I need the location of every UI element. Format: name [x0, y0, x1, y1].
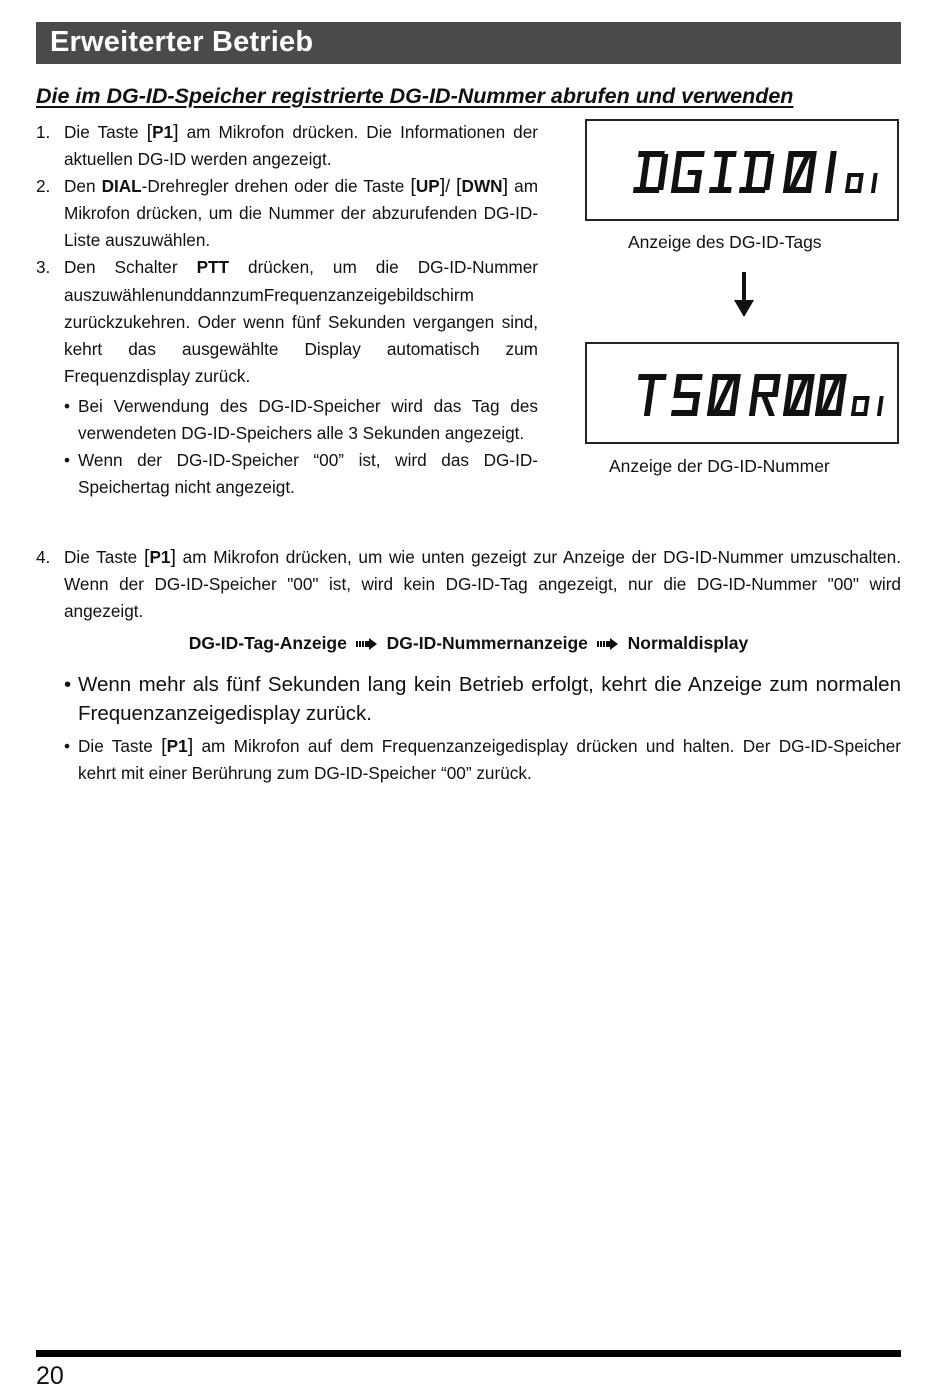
lcd-char-0 [783, 374, 815, 416]
note-item [64, 733, 901, 787]
flow-item-number-display: DG-ID-Nummernanzeige [386, 633, 588, 653]
flow-item-normal-display: Normaldisplay [627, 633, 749, 653]
arrow-right-icon [356, 638, 378, 650]
bullet-item [36, 393, 538, 447]
step-number: 1. [36, 122, 51, 142]
bullet-symbol: • [64, 450, 71, 471]
lcd-segments [587, 121, 897, 219]
lcd-char-O [707, 374, 741, 416]
lcd-char-D [633, 151, 669, 193]
steps-list [36, 119, 538, 501]
section-header-bar [36, 22, 901, 64]
arrow-down-icon [733, 272, 755, 318]
bullet-symbol: • [64, 673, 72, 696]
lcd-char-0 [783, 151, 817, 193]
page-number: 20 [36, 1362, 64, 1390]
lcd-small-1 [871, 173, 878, 193]
step-number: 3. [36, 257, 51, 278]
lcd-char-1 [825, 151, 837, 193]
step-number: 2. [36, 176, 51, 197]
lcd-small-0 [845, 173, 864, 193]
lcd-segments [587, 344, 897, 442]
note-text: Die Taste [P1] am Mikrofon auf dem Frequenzanzeigedisplay drücken und halten. Der DG-ID-Speicher kehrt mit einer Berührung zum DG-ID-Speicher “00” zurück. [78, 735, 902, 784]
lcd-small-1 [877, 396, 884, 416]
lcd-char-R [749, 374, 781, 416]
lcd-caption-tag: Anzeige des DG-ID-Tags [628, 232, 822, 252]
step-text: Den Schalter PTT drücken, um die DG-ID-Nummer auszuwählenunddannzumFrequenzanzeigebildschirm zurückzukehren. Oder wenn fünf Sekunden vergangen sind, kehrt das ausgewählte Display automatisch zum Frequenzdisplay zurück. [64, 257, 539, 386]
step-text: Die Taste [P1] am Mikrofon drücken. Die Informationen der aktuellen DG-ID werden angezeigt. [64, 121, 539, 170]
step-1 [36, 119, 538, 173]
lcd-char-0 [815, 374, 847, 416]
step-2 [36, 173, 538, 254]
lcd-char-S [671, 374, 703, 416]
step-number: 4. [36, 547, 51, 567]
bullet-symbol: • [64, 395, 71, 416]
lcd-display-number [585, 342, 899, 444]
bullet-text: Bei Verwendung des DG-ID-Speicher wird das Tag des verwendeten DG-ID-Speichers alle 3 Sekunden angezeigt. [78, 395, 538, 444]
note-text: Wenn mehr als fünf Sekunden lang kein Betrieb erfolgt, kehrt die Anzeige zum normalen Frequenzanzeigedisplay zurück. [78, 673, 901, 725]
subsection-heading: Die im DG-ID-Speicher registrierte DG-ID-Nummer abrufen und verwenden [36, 84, 794, 108]
section-title: Erweiterter Betrieb [50, 26, 314, 58]
lcd-char-D [739, 151, 775, 193]
step-4 [36, 544, 901, 625]
step-3-bullets [36, 393, 538, 501]
step-text: Die Taste [P1] am Mikrofon drücken, um wie unten gezeigt zur Anzeige der DG-ID-Nummer umzuschalten. Wenn der DG-ID-Speicher "00" ist, wird kein DG-ID-Tag angezeigt, nur die DG-ID-Nummer "00" wird angezeigt. [64, 546, 901, 622]
bullet-item [36, 447, 538, 501]
lcd-small-0 [851, 396, 870, 416]
lcd-char-T [633, 374, 667, 416]
display-sequence [36, 633, 901, 654]
step-3 [36, 254, 538, 389]
note-item [64, 670, 901, 728]
flow-item-tag-display: DG-ID-Tag-Anzeige [188, 633, 347, 653]
footer-rule [36, 1350, 901, 1357]
step-text: Den DIAL-Drehregler drehen oder die Taste [UP]/ [DWN] am Mikrofon drücken, um die Nummer der abzurufenden DG-ID-Liste auszuwählen. [64, 175, 539, 251]
lcd-char-G [671, 151, 705, 193]
notes-list [64, 670, 901, 787]
bullet-text: Wenn der DG-ID-Speicher “00” ist, wird das DG-ID-Speichertag nicht angezeigt. [78, 450, 538, 498]
bullet-symbol: • [64, 736, 71, 756]
lcd-char-I [709, 151, 737, 193]
lcd-caption-number: Anzeige der DG-ID-Nummer [609, 456, 830, 476]
arrow-right-icon [597, 638, 619, 650]
lcd-display-tag [585, 119, 899, 221]
